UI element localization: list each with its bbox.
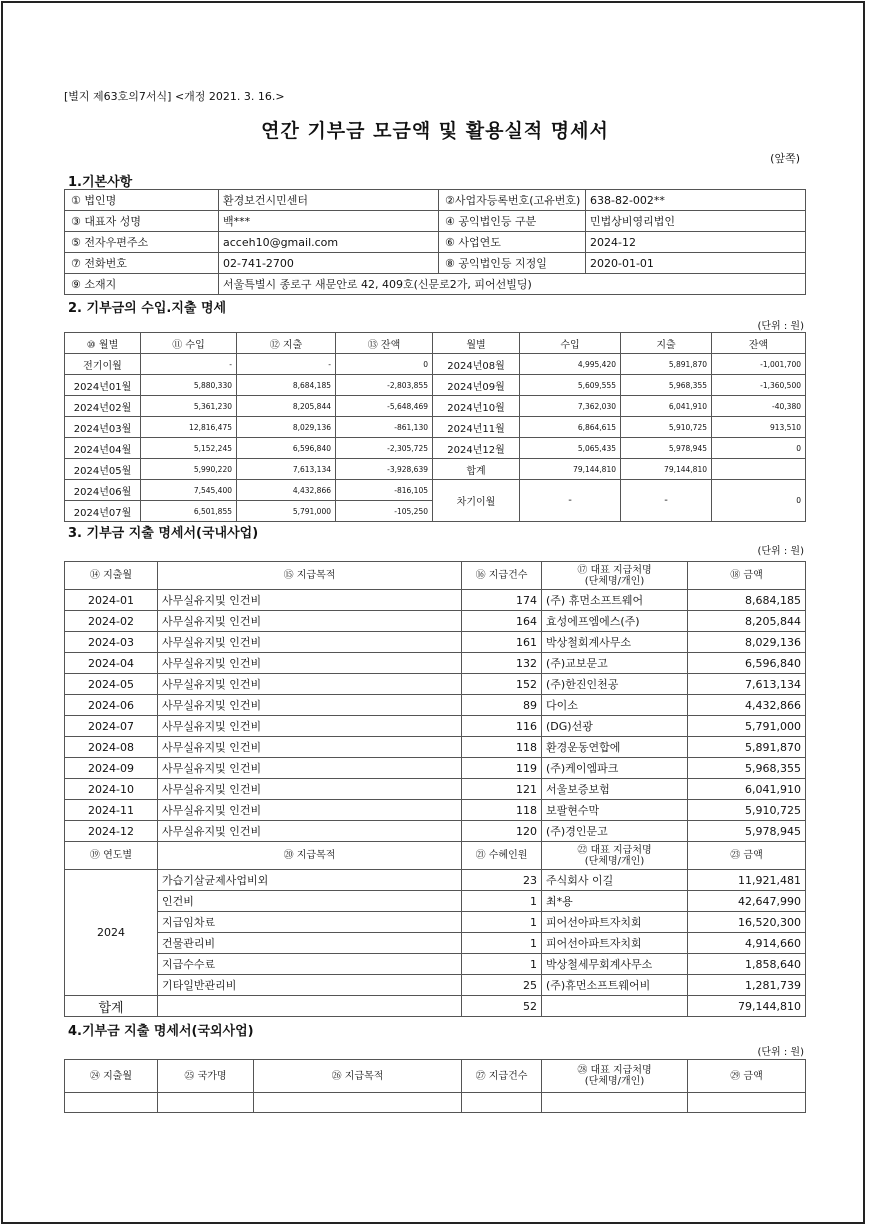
row-month: 2024-12 — [65, 821, 158, 842]
row-income: 5,065,435 — [520, 438, 621, 459]
overseas-expense-table — [64, 1059, 806, 1113]
row-expense: 8,205,844 — [237, 396, 336, 417]
carry-label: 차기이월 — [433, 480, 520, 522]
row-payee: 서울보증보험 — [542, 779, 688, 800]
row-payee: (주) 휴먼소프트웨어 — [542, 590, 688, 611]
row-count: 152 — [462, 674, 542, 695]
table-row — [65, 695, 806, 716]
page-title: 연간 기부금 모금액 및 활용실적 명세서 — [261, 120, 609, 142]
carry-income: - — [520, 480, 621, 522]
monthly-row — [65, 417, 806, 438]
col-amount: ⑱ 금액 — [688, 562, 806, 590]
section4-heading: 4.기부금 지출 명세서(국외사업) — [68, 1024, 254, 1039]
row-count: 118 — [462, 800, 542, 821]
row-expense: 8,029,136 — [237, 417, 336, 438]
row-count: 132 — [462, 653, 542, 674]
col-payee-line1: ⑰ 대표 지급처명 — [577, 564, 652, 576]
row-balance: -105,250 — [336, 501, 433, 522]
row-month: 2024-03 — [65, 632, 158, 653]
row-month: 2024년06월 — [65, 480, 141, 501]
row-income: 12,816,475 — [141, 417, 237, 438]
total-empty-cell — [158, 996, 462, 1017]
row-balance: -2,305,725 — [336, 438, 433, 459]
total-balance — [712, 459, 806, 480]
row-beneficiaries: 1 — [462, 954, 542, 975]
row-balance: 0 — [712, 438, 806, 459]
row-income: - — [141, 354, 237, 375]
row-balance: -861,130 — [336, 417, 433, 438]
row-payee: 효성에프엠에스(주) — [542, 611, 688, 632]
col-overseas-count: ㉗ 지급건수 — [462, 1060, 542, 1093]
carry-balance: 0 — [712, 480, 806, 522]
row-month: 2024-06 — [65, 695, 158, 716]
email-label: ⑤ 전자우편주소 — [65, 232, 219, 253]
total-income: 79,144,810 — [520, 459, 621, 480]
row-month: 2024년10월 — [433, 396, 520, 417]
row-payee: 박상철회계사무소 — [542, 632, 688, 653]
row-count: 89 — [462, 695, 542, 716]
row-expense: - — [237, 354, 336, 375]
annual-row — [65, 954, 806, 975]
table-row — [65, 716, 806, 737]
phone: 02-741-2700 — [219, 253, 439, 274]
corp-name-label: ① 법인명 — [65, 190, 219, 211]
domestic-expense-table — [64, 561, 806, 1017]
row-amount: 8,684,185 — [688, 590, 806, 611]
row-expense: 5,891,870 — [621, 354, 712, 375]
annual-row — [65, 870, 806, 891]
table-row — [65, 632, 806, 653]
row-purpose: 기타일반관리비 — [158, 975, 462, 996]
row-amount: 4,914,660 — [688, 933, 806, 954]
section4-unit: (단위 : 원) — [757, 1047, 804, 1058]
col-beneficiaries: ㉑ 수혜인원 — [462, 842, 542, 870]
total-expense: 79,144,810 — [621, 459, 712, 480]
table-row — [65, 758, 806, 779]
row-count: 174 — [462, 590, 542, 611]
col-overseas-payee — [542, 1060, 688, 1093]
col-payee — [542, 562, 688, 590]
corp-type-label: ④ 공익법인등 구분 — [439, 211, 586, 232]
row-month: 2024-07 — [65, 716, 158, 737]
row-payee: (주)한진인천공 — [542, 674, 688, 695]
row-payee: (DG)선광 — [542, 716, 688, 737]
col-payee-line2: (단체명/개인) — [584, 575, 645, 587]
col-payee-2-line1: ㉒ 대표 지급처명 — [577, 844, 652, 856]
row-month: 2024년09월 — [433, 375, 520, 396]
row-amount: 5,968,355 — [688, 758, 806, 779]
row-balance: -5,648,469 — [336, 396, 433, 417]
row-month: 2024-04 — [65, 653, 158, 674]
front-side-label: (앞쪽) — [770, 152, 800, 165]
col-balance: ⑬ 잔액 — [336, 333, 433, 354]
col-overseas-payee-line1: ㉘ 대표 지급처명 — [577, 1065, 652, 1076]
row-count: 119 — [462, 758, 542, 779]
row-income: 7,545,400 — [141, 480, 237, 501]
total-row — [65, 996, 806, 1017]
row-purpose: 가습기살균제사업비외 — [158, 870, 462, 891]
row-income: 6,864,615 — [520, 417, 621, 438]
col-payee-2-line2: (단체명/개인) — [584, 855, 645, 867]
row-purpose: 사무실유지및 인건비 — [158, 737, 462, 758]
overseas-empty-cell — [542, 1093, 688, 1113]
monthly-row — [65, 375, 806, 396]
row-payee: 박상철세무회계사무소 — [542, 954, 688, 975]
phone-label: ⑦ 전화번호 — [65, 253, 219, 274]
row-month: 2024년11월 — [433, 417, 520, 438]
total-empty-cell — [542, 996, 688, 1017]
row-purpose: 사무실유지및 인건비 — [158, 800, 462, 821]
annual-row — [65, 933, 806, 954]
row-amount: 16,520,300 — [688, 912, 806, 933]
col-purpose: ⑮ 지급목적 — [158, 562, 462, 590]
row-month: 전기이월 — [65, 354, 141, 375]
row-purpose: 사무실유지및 인건비 — [158, 821, 462, 842]
total-count: 52 — [462, 996, 542, 1017]
col-income: ⑪ 수입 — [141, 333, 237, 354]
col-income-2: 수입 — [520, 333, 621, 354]
row-beneficiaries: 25 — [462, 975, 542, 996]
row-balance: -816,105 — [336, 480, 433, 501]
monthly-row — [65, 438, 806, 459]
table-row — [65, 590, 806, 611]
row-income: 4,995,420 — [520, 354, 621, 375]
col-purpose-2: ⑳ 지급목적 — [158, 842, 462, 870]
col-year: ⑲ 연도별 — [65, 842, 158, 870]
total-label: 합계 — [433, 459, 520, 480]
row-purpose: 인건비 — [158, 891, 462, 912]
row-purpose: 사무실유지및 인건비 — [158, 590, 462, 611]
row-count: 116 — [462, 716, 542, 737]
row-amount: 8,205,844 — [688, 611, 806, 632]
row-month: 2024-11 — [65, 800, 158, 821]
row-payee: (주)경인문고 — [542, 821, 688, 842]
row-balance: -40,380 — [712, 396, 806, 417]
row-income: 5,152,245 — [141, 438, 237, 459]
row-amount: 5,891,870 — [688, 737, 806, 758]
row-balance: -1,360,500 — [712, 375, 806, 396]
row-amount: 5,910,725 — [688, 800, 806, 821]
row-income: 5,880,330 — [141, 375, 237, 396]
row-month: 2024년08월 — [433, 354, 520, 375]
biz-no-label: ②사업자등록번호(고유번호) — [439, 190, 586, 211]
row-month: 2024-02 — [65, 611, 158, 632]
row-balance: -1,001,700 — [712, 354, 806, 375]
row-count: 121 — [462, 779, 542, 800]
col-overseas-payee-line2: (단체명/개인) — [584, 1076, 645, 1087]
section1-heading: 1.기본사항 — [68, 175, 133, 190]
col-amount-2: ㉓ 금액 — [688, 842, 806, 870]
row-month: 2024년02월 — [65, 396, 141, 417]
table-row — [65, 611, 806, 632]
row-purpose: 사무실유지및 인건비 — [158, 653, 462, 674]
row-month: 2024년05월 — [65, 459, 141, 480]
col-month-2: 월별 — [433, 333, 520, 354]
overseas-empty-cell — [462, 1093, 542, 1113]
row-payee: (주)휴먼소프트웨어비 — [542, 975, 688, 996]
row-amount: 5,978,945 — [688, 821, 806, 842]
row-month: 2024-10 — [65, 779, 158, 800]
form-reference: [별지 제63호의7서식] <개정 2021. 3. 16.> — [64, 90, 285, 103]
designated-date: 2020-01-01 — [586, 253, 806, 274]
row-expense: 7,613,134 — [237, 459, 336, 480]
row-income: 6,501,855 — [141, 501, 237, 522]
row-purpose: 사무실유지및 인건비 — [158, 611, 462, 632]
rep-name: 백*** — [219, 211, 439, 232]
income-expense-table — [64, 332, 806, 522]
row-expense: 5,910,725 — [621, 417, 712, 438]
row-purpose: 사무실유지및 인건비 — [158, 632, 462, 653]
row-income: 5,990,220 — [141, 459, 237, 480]
col-overseas-month: ㉔ 지출월 — [65, 1060, 158, 1093]
row-amount: 5,791,000 — [688, 716, 806, 737]
row-beneficiaries: 1 — [462, 933, 542, 954]
row-payee: 피어선아파트자치회 — [542, 912, 688, 933]
overseas-empty-cell — [65, 1093, 158, 1113]
col-expense-month: ⑭ 지출월 — [65, 562, 158, 590]
row-purpose: 건물관리비 — [158, 933, 462, 954]
row-income: 5,609,555 — [520, 375, 621, 396]
overseas-empty-cell — [158, 1093, 254, 1113]
row-purpose: 지급임차료 — [158, 912, 462, 933]
row-amount: 1,281,739 — [688, 975, 806, 996]
row-month: 2024년03월 — [65, 417, 141, 438]
overseas-empty-cell — [688, 1093, 806, 1113]
row-amount: 6,596,840 — [688, 653, 806, 674]
row-expense: 4,432,866 — [237, 480, 336, 501]
row-beneficiaries: 1 — [462, 891, 542, 912]
monthly-row — [65, 459, 806, 480]
designated-date-label: ⑧ 공익법인등 지정일 — [439, 253, 586, 274]
address-label: ⑨ 소재지 — [65, 274, 219, 295]
row-purpose: 사무실유지및 인건비 — [158, 695, 462, 716]
row-amount: 11,921,481 — [688, 870, 806, 891]
row-month: 2024-01 — [65, 590, 158, 611]
row-purpose: 사무실유지및 인건비 — [158, 674, 462, 695]
row-income: 7,362,030 — [520, 396, 621, 417]
section3-unit: (단위 : 원) — [757, 546, 804, 557]
email: acceh10@gmail.com — [219, 232, 439, 253]
col-country: ㉕ 국가명 — [158, 1060, 254, 1093]
address: 서울특별시 종로구 새문안로 42, 409호(신문로2가, 피어선빌딩) — [219, 274, 806, 295]
row-amount: 4,432,866 — [688, 695, 806, 716]
rep-label: ③ 대표자 성명 — [65, 211, 219, 232]
table-row — [65, 674, 806, 695]
row-expense: 6,596,840 — [237, 438, 336, 459]
table-row — [65, 800, 806, 821]
table-row — [65, 821, 806, 842]
annual-row — [65, 912, 806, 933]
row-payee: 주식회사 이길 — [542, 870, 688, 891]
row-beneficiaries: 23 — [462, 870, 542, 891]
carry-expense: - — [621, 480, 712, 522]
row-amount: 1,858,640 — [688, 954, 806, 975]
row-balance: -2,803,855 — [336, 375, 433, 396]
row-balance: 913,510 — [712, 417, 806, 438]
monthly-row — [65, 396, 806, 417]
row-amount: 7,613,134 — [688, 674, 806, 695]
row-purpose: 사무실유지및 인건비 — [158, 758, 462, 779]
monthly-row — [65, 480, 806, 501]
row-count: 120 — [462, 821, 542, 842]
section2-unit: (단위 : 원) — [757, 321, 804, 332]
row-count: 118 — [462, 737, 542, 758]
row-amount: 6,041,910 — [688, 779, 806, 800]
row-month: 2024년07월 — [65, 501, 141, 522]
row-month: 2024-08 — [65, 737, 158, 758]
annual-header-row — [65, 842, 806, 870]
row-payee: 환경운동연합에 — [542, 737, 688, 758]
row-month: 2024년12월 — [433, 438, 520, 459]
row-payee: 보팔현수막 — [542, 800, 688, 821]
col-expense: ⑫ 지출 — [237, 333, 336, 354]
row-income: 5,361,230 — [141, 396, 237, 417]
row-expense: 6,041,910 — [621, 396, 712, 417]
table-row — [65, 779, 806, 800]
table-row — [65, 737, 806, 758]
row-purpose: 사무실유지및 인건비 — [158, 779, 462, 800]
col-overseas-purpose: ㉖ 지급목적 — [254, 1060, 462, 1093]
basic-info-table — [64, 189, 806, 295]
row-count: 164 — [462, 611, 542, 632]
row-expense: 5,791,000 — [237, 501, 336, 522]
total-label: 합계 — [65, 996, 158, 1017]
biz-no: 638-82-002** — [586, 190, 806, 211]
row-month: 2024년04월 — [65, 438, 141, 459]
table-row — [65, 653, 806, 674]
row-expense: 5,968,355 — [621, 375, 712, 396]
overseas-empty-cell — [254, 1093, 462, 1113]
col-count: ⑯ 지급건수 — [462, 562, 542, 590]
monthly-row — [65, 354, 806, 375]
row-payee: 피어선아파트자치회 — [542, 933, 688, 954]
corp-type: 민법상비영리법인 — [586, 211, 806, 232]
row-payee: (주)교보문고 — [542, 653, 688, 674]
row-purpose: 지급수수료 — [158, 954, 462, 975]
col-payee-2 — [542, 842, 688, 870]
row-month: 2024-09 — [65, 758, 158, 779]
row-amount: 8,029,136 — [688, 632, 806, 653]
section3-heading: 3. 기부금 지출 명세서(국내사업) — [68, 526, 259, 541]
row-expense: 5,978,945 — [621, 438, 712, 459]
col-balance-2: 잔액 — [712, 333, 806, 354]
row-payee: 최*용 — [542, 891, 688, 912]
row-month: 2024년01월 — [65, 375, 141, 396]
biz-year: 2024-12 — [586, 232, 806, 253]
row-beneficiaries: 1 — [462, 912, 542, 933]
row-payee: (주)케이엠파크 — [542, 758, 688, 779]
biz-year-label: ⑥ 사업연도 — [439, 232, 586, 253]
row-count: 161 — [462, 632, 542, 653]
row-payee: 다이소 — [542, 695, 688, 716]
annual-row — [65, 891, 806, 912]
col-month: ⑩ 월별 — [65, 333, 141, 354]
row-balance: -3,928,639 — [336, 459, 433, 480]
col-expense-2: 지출 — [621, 333, 712, 354]
row-expense: 8,684,185 — [237, 375, 336, 396]
col-overseas-amount: ㉙ 금액 — [688, 1060, 806, 1093]
annual-row — [65, 975, 806, 996]
section2-heading: 2. 기부금의 수입.지출 명세 — [68, 301, 227, 316]
row-purpose: 사무실유지및 인건비 — [158, 716, 462, 737]
corp-name: 환경보건시민센터 — [219, 190, 439, 211]
total-amount: 79,144,810 — [688, 996, 806, 1017]
row-balance: 0 — [336, 354, 433, 375]
row-amount: 42,647,990 — [688, 891, 806, 912]
year-cell: 2024 — [65, 870, 158, 996]
row-month: 2024-05 — [65, 674, 158, 695]
